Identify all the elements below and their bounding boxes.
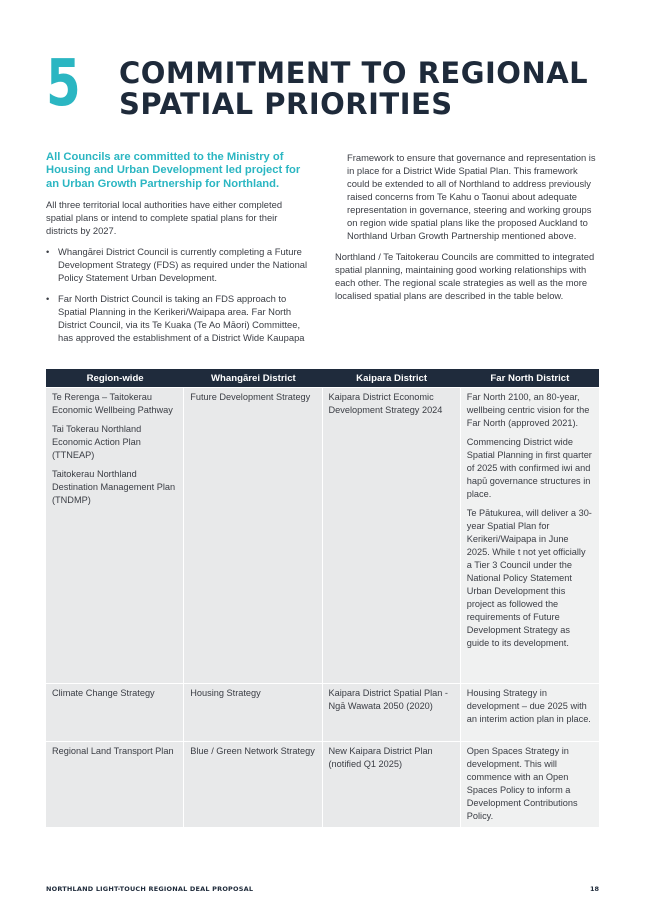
cell-far-north xyxy=(461,387,599,683)
bullet-icon: • xyxy=(46,246,50,258)
page-title xyxy=(119,58,599,120)
intro-paragraph: All three territorial local authorities have either completed spatial plans or intend to complete spatial plans for their districts by 2027. xyxy=(46,199,283,237)
header-far-north: Far North District xyxy=(461,369,599,387)
bullet-list xyxy=(46,245,310,344)
councils-paragraph: Northland / Te Taitokerau Councils are committed to integrated spatial planning, maintaining good working relationships with each other. The regional scale strategies as well as the more localised spatial plans are described in the table below. xyxy=(335,251,595,301)
section-number: 5 xyxy=(46,47,81,121)
cell-text: Tai Tokerau Northland Economic Action Plan (TTNEAP) xyxy=(52,424,142,460)
cell-whangarei: Blue / Green Network Strategy xyxy=(184,741,322,827)
cell-text: Housing Strategy in development – due 2025 with an interim action plan in place. xyxy=(466,688,591,724)
table-row xyxy=(46,387,599,683)
page-title-line-1: COMMITMENT TO REGIONAL xyxy=(119,56,589,90)
cell-far-north xyxy=(461,683,599,741)
table-row xyxy=(46,683,599,741)
cell-text: Far North 2100, an 80-year, wellbeing centric vision for the Far North (approved 2021). xyxy=(466,392,590,428)
spatial-plans-table xyxy=(46,369,599,827)
cell-text: Commencing District wide Spatial Planning in first quarter of 2025 with confirmed iwi and hapū governance structures in place. xyxy=(466,437,592,499)
cell-text: Open Spaces Strategy in development. This will commence with an Open Spaces Policy to inform a Development Contributions Policy. xyxy=(466,746,578,821)
table-header-row xyxy=(46,369,599,387)
cell-text: Climate Change Strategy xyxy=(52,688,155,698)
cell-region-wide xyxy=(46,683,184,741)
footer-document-title: NORTHLAND LIGHT-TOUCH REGIONAL DEAL PROPOSAL xyxy=(46,885,254,893)
table-row xyxy=(46,741,599,827)
cell-text: Taitokerau Northland Destination Management Plan (TNDMP) xyxy=(52,469,176,505)
header-region-wide: Region-wide xyxy=(46,369,184,387)
left-column xyxy=(46,151,310,352)
right-column xyxy=(335,151,600,310)
cell-text: Te Rerenga – Taitokerau Economic Wellbeing Pathway xyxy=(52,392,173,415)
bullet-text: Far North District Council is taking an FDS approach to Spatial Planning in the Kerikeri/Waipapa area. Far North District Council, via its Te Kuaka (Te Ao Māori) Committee, has approved the establishment of a District Wide Kaupapa xyxy=(58,293,305,344)
bullet-text: Whangārei District Council is currently completing a Future Development Strategy (FDS) as required under the National Policy Statement Urban Development. xyxy=(58,246,308,284)
cell-text: Regional Land Transport Plan xyxy=(52,746,174,756)
bullet-item xyxy=(46,245,310,284)
cell-kaipara: New Kaipara District Plan (notified Q1 2025) xyxy=(323,741,461,827)
bullet-icon: • xyxy=(46,293,50,305)
lead-paragraph: All Councils are committed to the Ministry of Housing and Urban Development led project for an Urban Growth Partnership for Northland. xyxy=(46,151,301,190)
cell-whangarei: Future Development Strategy xyxy=(184,387,322,683)
cell-kaipara: Kaipara District Spatial Plan - Ngā Wawata 2050 (2020) xyxy=(323,683,461,741)
header-kaipara: Kaipara District xyxy=(323,369,461,387)
header-whangarei: Whangārei District xyxy=(184,369,322,387)
cell-far-north xyxy=(461,741,599,827)
cell-region-wide xyxy=(46,387,184,683)
page-title-line-2: SPATIAL PRIORITIES xyxy=(119,87,453,121)
bullet-item xyxy=(46,292,310,344)
cell-text: Te Pātukurea, will deliver a 30-year Spatial Plan for Kerikeri/Waipapa in June 2025. While t not yet officially a Tier 3 Council under the National Policy Statement Urban Development this project as followed the requirements of Future Development Strategy as guide to its development. xyxy=(466,508,592,648)
continuation-paragraph: Framework to ensure that governance and representation is in place for a District Wide Spatial Plan. This framework could be extended to all of Northland to address previously raised concerns from Te Kahu o Taonui about adequate representation in governance, steering and working groups on region wide spatial plans like the proposed Auckland to Northland Urban Growth Partnership mentioned above. xyxy=(347,152,596,241)
cell-whangarei: Housing Strategy xyxy=(184,683,322,741)
cell-kaipara: Kaipara District Economic Development Strategy 2024 xyxy=(323,387,461,683)
footer-page-number: 18 xyxy=(589,885,599,893)
cell-region-wide xyxy=(46,741,184,827)
